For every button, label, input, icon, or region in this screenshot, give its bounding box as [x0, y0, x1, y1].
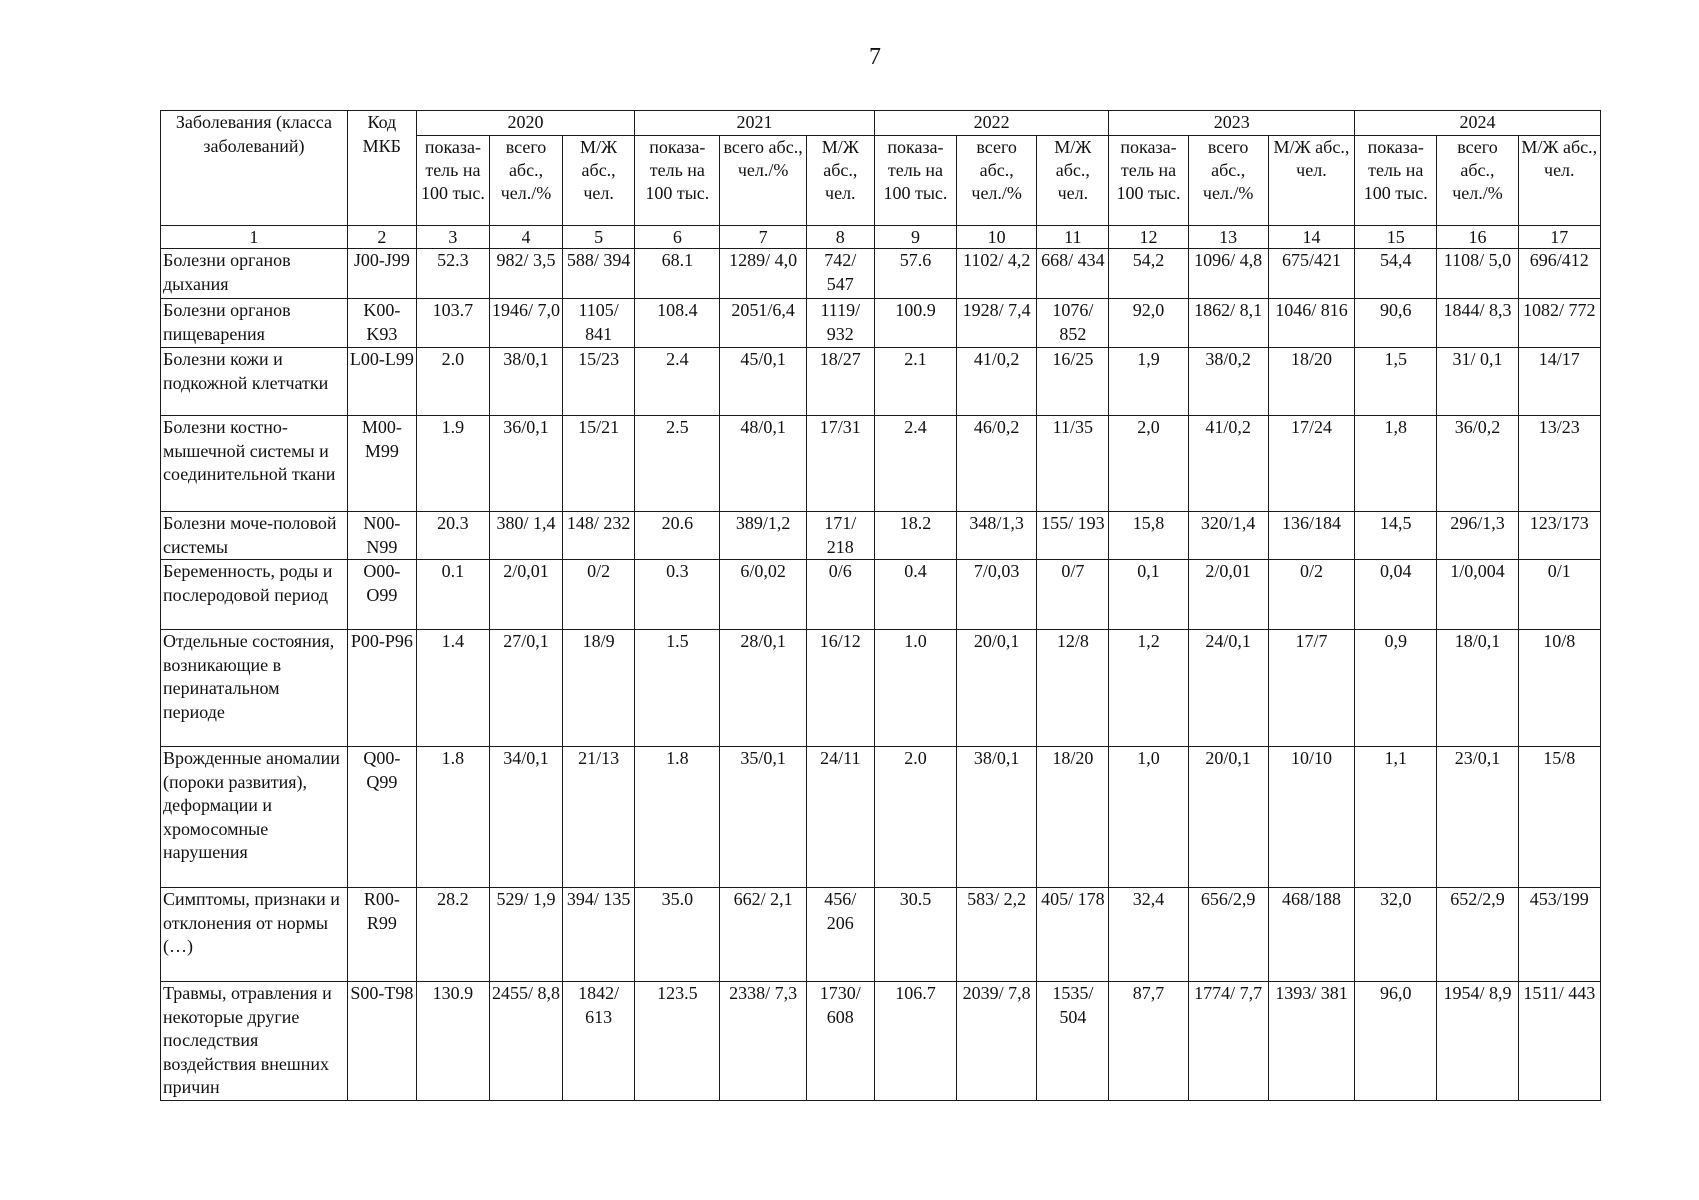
- table-cell: 28/0,1: [720, 630, 806, 747]
- table-cell: 0/7: [1037, 560, 1109, 630]
- table-cell: 148/ 232: [563, 512, 635, 560]
- table-cell: 108.4: [635, 299, 720, 348]
- table-cell: 1862/ 8,1: [1188, 299, 1268, 348]
- table-cell: 405/ 178: [1037, 888, 1109, 982]
- table-cell: 20/0,1: [957, 630, 1037, 747]
- col-number: 9: [874, 226, 956, 249]
- table-cell: 11/35: [1037, 416, 1109, 512]
- table-cell: 48/0,1: [720, 416, 806, 512]
- col-number: 8: [806, 226, 874, 249]
- table-cell: 20.3: [416, 512, 489, 560]
- table-cell: 96,0: [1355, 982, 1437, 1101]
- table-cell: 14,5: [1355, 512, 1437, 560]
- disease-name: Болезни органов дыхания: [161, 249, 348, 299]
- table-cell: 18/20: [1037, 747, 1109, 888]
- header-mf: М/Ж абс., чел.: [806, 136, 874, 226]
- icd-code: Q00-Q99: [347, 747, 416, 888]
- header-mf: М/Ж абс., чел.: [563, 136, 635, 226]
- table-cell: 68.1: [635, 249, 720, 299]
- table-cell: 106.7: [874, 982, 956, 1101]
- col-number: 6: [635, 226, 720, 249]
- table-cell: 1.8: [416, 747, 489, 888]
- table-cell: 0,1: [1109, 560, 1188, 630]
- table-cell: 46/0,2: [957, 416, 1037, 512]
- table-cell: 1076/ 852: [1037, 299, 1109, 348]
- table-cell: 662/ 2,1: [720, 888, 806, 982]
- header-rate: показа-тель на 100 тыс.: [635, 136, 720, 226]
- table-cell: 18/0,1: [1437, 630, 1518, 747]
- table-cell: 0,9: [1355, 630, 1437, 747]
- table-cell: 1393/ 381: [1268, 982, 1354, 1101]
- col-number: 12: [1109, 226, 1188, 249]
- table-cell: 2.5: [635, 416, 720, 512]
- col-number: 11: [1037, 226, 1109, 249]
- table-cell: 15/23: [563, 348, 635, 416]
- table-cell: 1105/ 841: [563, 299, 635, 348]
- header-total: всего абс., чел./%: [1188, 136, 1268, 226]
- table-cell: 668/ 434: [1037, 249, 1109, 299]
- table-cell: 41/0,2: [957, 348, 1037, 416]
- disease-name: Болезни органов пищеварения: [161, 299, 348, 348]
- table-cell: 1,2: [1109, 630, 1188, 747]
- table-cell: 24/11: [806, 747, 874, 888]
- table-cell: 468/188: [1268, 888, 1354, 982]
- table-cell: 27/0,1: [489, 630, 562, 747]
- header-rate: показа-тель на 100 тыс.: [1355, 136, 1437, 226]
- table-cell: 36/0,2: [1437, 416, 1518, 512]
- table-cell: 583/ 2,2: [957, 888, 1037, 982]
- table-cell: 7/0,03: [957, 560, 1037, 630]
- disease-name: Симптомы, признаки и отклонения от нормы (…): [161, 888, 348, 982]
- table-cell: 0/2: [1268, 560, 1354, 630]
- table-cell: 1046/ 816: [1268, 299, 1354, 348]
- table-cell: 92,0: [1109, 299, 1188, 348]
- table-cell: 130.9: [416, 982, 489, 1101]
- table-cell: 1289/ 4,0: [720, 249, 806, 299]
- table-cell: 0.3: [635, 560, 720, 630]
- table-cell: 90,6: [1355, 299, 1437, 348]
- table-cell: 1,1: [1355, 747, 1437, 888]
- table-cell: 35.0: [635, 888, 720, 982]
- col-number: 2: [347, 226, 416, 249]
- table-cell: 15/21: [563, 416, 635, 512]
- header-total: всего абс., чел./%: [720, 136, 806, 226]
- table-cell: 1.8: [635, 747, 720, 888]
- header-rate: показа-тель на 100 тыс.: [416, 136, 489, 226]
- header-total: всего абс., чел./%: [1437, 136, 1518, 226]
- table-cell: 456/ 206: [806, 888, 874, 982]
- icd-code: N00-N99: [347, 512, 416, 560]
- header-mf: М/Ж абс., чел.: [1037, 136, 1109, 226]
- table-cell: 1844/ 8,3: [1437, 299, 1518, 348]
- table-cell: 588/ 394: [563, 249, 635, 299]
- table-cell: 2338/ 7,3: [720, 982, 806, 1101]
- table-cell: 38/0,2: [1188, 348, 1268, 416]
- table-cell: 389/1,2: [720, 512, 806, 560]
- icd-code: R00-R99: [347, 888, 416, 982]
- table-cell: 16/25: [1037, 348, 1109, 416]
- table-cell: 0/6: [806, 560, 874, 630]
- table-cell: 123.5: [635, 982, 720, 1101]
- table-cell: 6/0,02: [720, 560, 806, 630]
- disease-name: Отдельные состояния, возникающие в перинатальном периоде: [161, 630, 348, 747]
- table-cell: 2.1: [874, 348, 956, 416]
- table-cell: 675/421: [1268, 249, 1354, 299]
- table-cell: 36/0,1: [489, 416, 562, 512]
- table-cell: 348/1,3: [957, 512, 1037, 560]
- col-number: 10: [957, 226, 1037, 249]
- col-number: 16: [1437, 226, 1518, 249]
- table-cell: 0,04: [1355, 560, 1437, 630]
- header-total: всего абс., чел./%: [957, 136, 1037, 226]
- icd-code: P00-P96: [347, 630, 416, 747]
- table-cell: 1535/ 504: [1037, 982, 1109, 1101]
- table-cell: 296/1,3: [1437, 512, 1518, 560]
- table-cell: 54,4: [1355, 249, 1437, 299]
- page-number: 7: [869, 44, 881, 70]
- table-cell: 12/8: [1037, 630, 1109, 747]
- header-rate: показа-тель на 100 тыс.: [874, 136, 956, 226]
- morbidity-table: [160, 110, 1601, 1101]
- table-cell: 652/2,9: [1437, 888, 1518, 982]
- table-cell: 13/23: [1518, 416, 1600, 512]
- column-number-row: [161, 226, 1601, 249]
- table-cell: 2.4: [874, 416, 956, 512]
- table-cell: 0/1: [1518, 560, 1600, 630]
- table-cell: 1,0: [1109, 747, 1188, 888]
- table-cell: 155/ 193: [1037, 512, 1109, 560]
- table-cell: 1511/ 443: [1518, 982, 1600, 1101]
- icd-code: J00-J99: [347, 249, 416, 299]
- table-cell: 0.4: [874, 560, 956, 630]
- icd-code: L00-L99: [347, 348, 416, 416]
- table-cell: 2/0,01: [1188, 560, 1268, 630]
- table-cell: 1842/ 613: [563, 982, 635, 1101]
- table-cell: 1119/ 932: [806, 299, 874, 348]
- table-cell: 10/8: [1518, 630, 1600, 747]
- table-cell: 1,8: [1355, 416, 1437, 512]
- disease-name: Травмы, отравления и некоторые другие последствия воздействия внешних причин: [161, 982, 348, 1101]
- table-cell: 14/17: [1518, 348, 1600, 416]
- table-cell: 21/13: [563, 747, 635, 888]
- table-cell: 380/ 1,4: [489, 512, 562, 560]
- table-cell: 20/0,1: [1188, 747, 1268, 888]
- table-cell: 2455/ 8,8: [489, 982, 562, 1101]
- table-row: [161, 416, 1601, 512]
- header-rate: показа-тель на 100 тыс.: [1109, 136, 1188, 226]
- table-cell: 696/412: [1518, 249, 1600, 299]
- col-number: 15: [1355, 226, 1437, 249]
- col-number: 17: [1518, 226, 1600, 249]
- table-cell: 2051/6,4: [720, 299, 806, 348]
- table-cell: 1946/ 7,0: [489, 299, 562, 348]
- table-row: [161, 348, 1601, 416]
- table-cell: 35/0,1: [720, 747, 806, 888]
- header-total: всего абс., чел./%: [489, 136, 562, 226]
- table-cell: 38/0,1: [489, 348, 562, 416]
- table-cell: 1.0: [874, 630, 956, 747]
- table-cell: 17/7: [1268, 630, 1354, 747]
- table-cell: 1774/ 7,7: [1188, 982, 1268, 1101]
- table-cell: 171/ 218: [806, 512, 874, 560]
- header-year: 2022: [874, 111, 1109, 136]
- col-number: 3: [416, 226, 489, 249]
- table-cell: 394/ 135: [563, 888, 635, 982]
- col-number: 7: [720, 226, 806, 249]
- table-row: [161, 982, 1601, 1101]
- table-cell: 31/ 0,1: [1437, 348, 1518, 416]
- table-cell: 123/173: [1518, 512, 1600, 560]
- table-cell: 20.6: [635, 512, 720, 560]
- table-cell: 1928/ 7,4: [957, 299, 1037, 348]
- table-cell: 2,0: [1109, 416, 1188, 512]
- table-cell: 1,5: [1355, 348, 1437, 416]
- icd-code: M00-M99: [347, 416, 416, 512]
- header-mf: М/Ж абс., чел.: [1518, 136, 1600, 226]
- table-cell: 2.0: [416, 348, 489, 416]
- table-cell: 136/184: [1268, 512, 1354, 560]
- table-cell: 45/0,1: [720, 348, 806, 416]
- header-year: 2023: [1109, 111, 1355, 136]
- table-cell: 17/24: [1268, 416, 1354, 512]
- header-code: Код МКБ: [347, 111, 416, 226]
- table-cell: 2.4: [635, 348, 720, 416]
- table-cell: 23/0,1: [1437, 747, 1518, 888]
- table-cell: 10/10: [1268, 747, 1354, 888]
- col-number: 1: [161, 226, 348, 249]
- table-row: [161, 249, 1601, 299]
- table-cell: 529/ 1,9: [489, 888, 562, 982]
- table-row: [161, 299, 1601, 348]
- table-row: [161, 630, 1601, 747]
- header-year: 2021: [635, 111, 875, 136]
- table-cell: 0/2: [563, 560, 635, 630]
- table-cell: 41/0,2: [1188, 416, 1268, 512]
- col-number: 14: [1268, 226, 1354, 249]
- table-cell: 1102/ 4,2: [957, 249, 1037, 299]
- table-cell: 28.2: [416, 888, 489, 982]
- table-cell: 1108/ 5,0: [1437, 249, 1518, 299]
- table-cell: 52.3: [416, 249, 489, 299]
- col-number: 4: [489, 226, 562, 249]
- disease-name: Врожденные аномалии (пороки развития), деформации и хромосомные нарушения: [161, 747, 348, 888]
- table-cell: 18/27: [806, 348, 874, 416]
- table-cell: 34/0,1: [489, 747, 562, 888]
- col-number: 5: [563, 226, 635, 249]
- table-cell: 18.2: [874, 512, 956, 560]
- table-cell: 2/0,01: [489, 560, 562, 630]
- table-cell: 32,0: [1355, 888, 1437, 982]
- table-cell: 982/ 3,5: [489, 249, 562, 299]
- table-cell: 1954/ 8,9: [1437, 982, 1518, 1101]
- table-cell: 16/12: [806, 630, 874, 747]
- table-row: [161, 747, 1601, 888]
- table-cell: 320/1,4: [1188, 512, 1268, 560]
- table-cell: 103.7: [416, 299, 489, 348]
- table-cell: 1096/ 4,8: [1188, 249, 1268, 299]
- header-year: 2024: [1355, 111, 1601, 136]
- table-cell: 32,4: [1109, 888, 1188, 982]
- disease-name: Болезни костно-мышечной системы и соединительной ткани: [161, 416, 348, 512]
- header-mf: М/Ж абс., чел.: [1268, 136, 1354, 226]
- table-cell: 656/2,9: [1188, 888, 1268, 982]
- icd-code: O00-O99: [347, 560, 416, 630]
- disease-name: Беременность, роды и послеродовой период: [161, 560, 348, 630]
- table-cell: 453/199: [1518, 888, 1600, 982]
- table-row: [161, 560, 1601, 630]
- table-cell: 18/20: [1268, 348, 1354, 416]
- table-cell: 30.5: [874, 888, 956, 982]
- header-disease: Заболевания (класса заболеваний): [161, 111, 348, 226]
- table-cell: 1,9: [1109, 348, 1188, 416]
- table-cell: 1.4: [416, 630, 489, 747]
- table-cell: 2039/ 7,8: [957, 982, 1037, 1101]
- disease-name: Болезни моче-половой системы: [161, 512, 348, 560]
- table-cell: 15/8: [1518, 747, 1600, 888]
- col-number: 13: [1188, 226, 1268, 249]
- table-cell: 100.9: [874, 299, 956, 348]
- table-cell: 24/0,1: [1188, 630, 1268, 747]
- table-cell: 1/0,004: [1437, 560, 1518, 630]
- icd-code: K00-K93: [347, 299, 416, 348]
- table-cell: 1082/ 772: [1518, 299, 1600, 348]
- table-cell: 742/ 547: [806, 249, 874, 299]
- table-cell: 38/0,1: [957, 747, 1037, 888]
- table-cell: 2.0: [874, 747, 956, 888]
- table-row: [161, 888, 1601, 982]
- table-cell: 15,8: [1109, 512, 1188, 560]
- header-year: 2020: [416, 111, 634, 136]
- icd-code: S00-T98: [347, 982, 416, 1101]
- table-cell: 87,7: [1109, 982, 1188, 1101]
- table-cell: 1730/ 608: [806, 982, 874, 1101]
- table-cell: 1.5: [635, 630, 720, 747]
- table-row: [161, 512, 1601, 560]
- table-cell: 57.6: [874, 249, 956, 299]
- table-cell: 0.1: [416, 560, 489, 630]
- table-cell: 54,2: [1109, 249, 1188, 299]
- table-cell: 18/9: [563, 630, 635, 747]
- table-cell: 1.9: [416, 416, 489, 512]
- table-cell: 17/31: [806, 416, 874, 512]
- disease-name: Болезни кожи и подкожной клетчатки: [161, 348, 348, 416]
